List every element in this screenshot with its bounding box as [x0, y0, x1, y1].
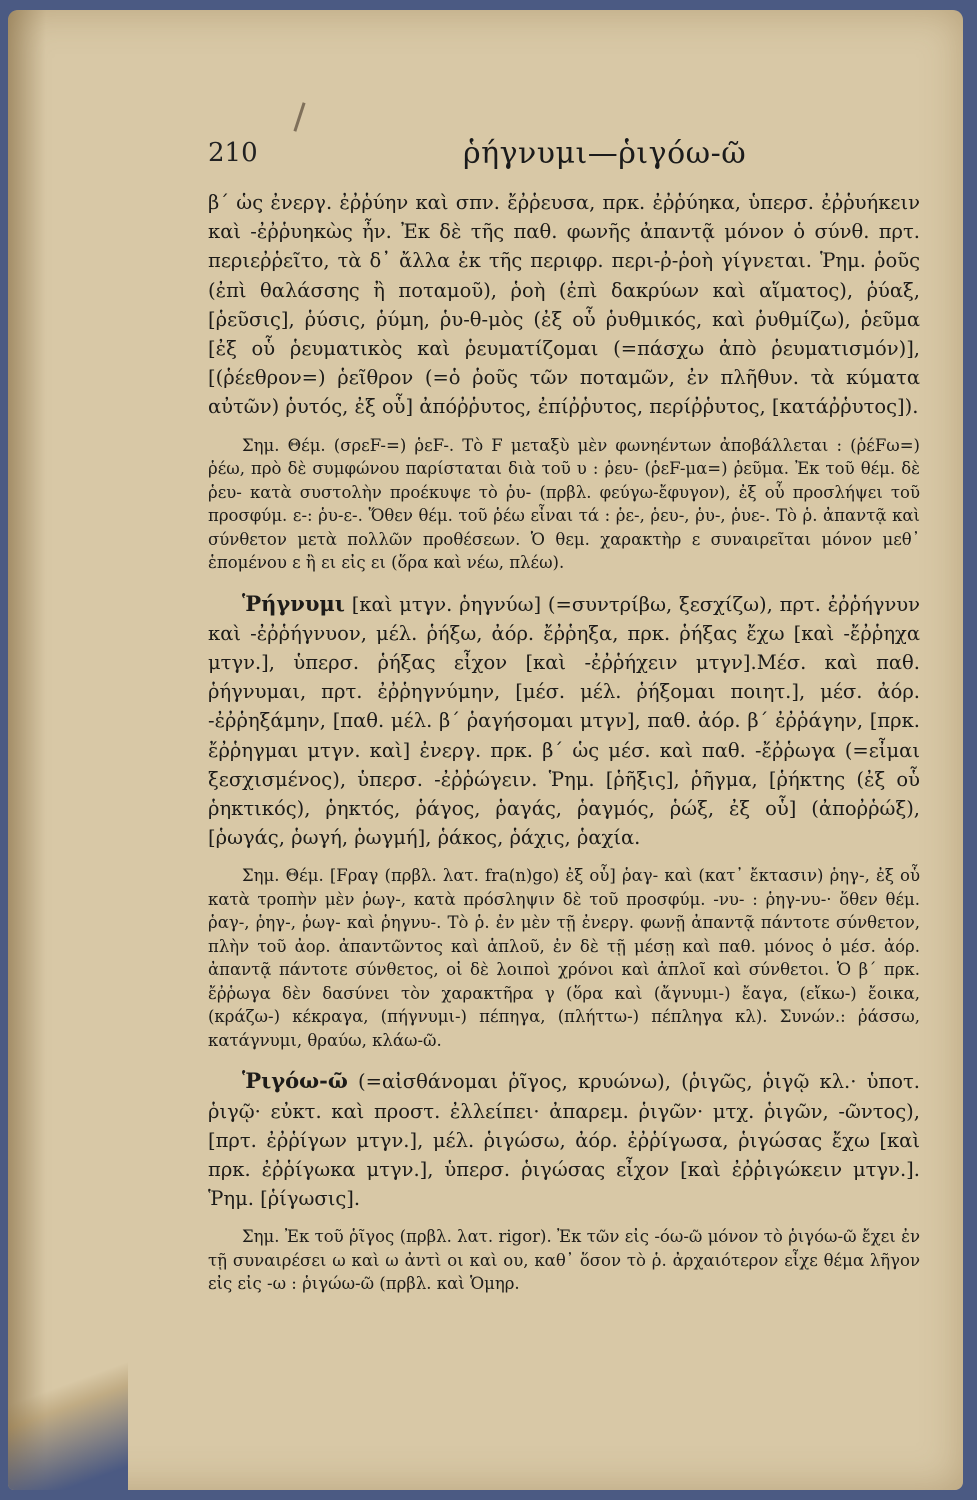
headword-rhigoo: Ῥιγόω-ῶ [242, 1068, 348, 1094]
note-rheo: Σημ. Θέμ. (σρεF-=) ῥεF-. Τὸ F μεταξὺ μὲν φωνηέντων ἀποβάλλεται : (ῥέFω=) ῥέω, πρὸ δὲ συμφώνου παρίσταται διὰ τοῦ υ : ῥευ- (ῥεF-μα=) ῥεῦμα. Ἐκ τοῦ θέμ. δὲ ῥευ- κατὰ συστολὴν προέκυψε τὸ ῥυ- (πρβλ. φεύγω-ἔφυγον), ἐξ οὗ προσλήψει τοῦ προσφύμ. ε-: ῥυ-ε-. Ὅθεν θέμ. τοῦ ῥέω εἶναι τά : ῥε-, ῥευ-, ῥυ-, ῥυε-. Τὸ ῥ. ἀπαντᾷ καὶ σύνθετον μετὰ πολλῶν προθέσεων. Ὁ θεμ. χαρακτὴρ ε συναιρεῖται μόνον μεθ᾽ ἑπομένου ε ἢ ει εἰς ει (ὅρα καὶ νέω, πλέω). [208, 435, 920, 573]
entry-rhigoo-body: (=αἰσθάνομαι ῥῖγος, κρυώνω), (ῥιγῶς, ῥιγῷ κλ.· ὑποτ. ῥιγῷ· εὐκτ. καὶ προστ. ἐλλείπει· ἀπαρεμ. ῥιγῶν· μτχ. ῥιγῶν, -ῶντος), [πρτ. ἐῤῥίγων μτγν.], μέλ. ῥιγώσω, ἀόρ. ἐῤῥίγωσα, ῥιγώσας ἔχω [καὶ πρκ. ἐῤῥίγωκα μτγν.], ὑπερσ. ῥιγώσας εἶχον [καὶ ἐῤῥιγώκειν μτγν.]. Ῥημ. [ῥίγωσις]. [208, 1070, 920, 1211]
page-body [208, 188, 920, 1296]
torn-corner [8, 1300, 128, 1490]
page-edge-shadow [8, 10, 46, 1490]
page-number: 210 [208, 138, 258, 168]
page-header [8, 128, 963, 178]
running-head: ῥήγνυμι—ῥιγόω-ῶ [463, 136, 747, 171]
entry-rhegnymi-body: [καὶ μτγν. ῥηγνύω] (=συντρίβω, ξεσχίζω), πρτ. ἐῤῥήγνυν καὶ -ἐῤῥήγνυον, μέλ. ῥήξω, ἀόρ. ἔῤῥηξα, πρκ. ῥήξας ἔχω [καὶ -ἔῤῥηχα μτγν.], ὑπερσ. ῥήξας εἶχον [καὶ -ἐῤῥήχειν μτγν].Μέσ. καὶ παθ. ῥήγνυμαι, πρτ. ἐῤῥηγνύμην, [μέσ. μέλ. ῥήξομαι ποιητ.], μέσ. ἀόρ. -ἐῤῥηξάμην, [παθ. μέλ. β΄ ῥαγήσομαι μτγν], παθ. ἀόρ. β΄ ἐῤῥάγην, [πρκ. ἔῤῥηγμαι μτγν. καὶ] ἐνεργ. πρκ. β΄ ὡς μέσ. καὶ παθ. -ἔῤῥωγα (=εἶμαι ξεσχισμένος), ὑπερσ. -ἐῤῥώγειν. Ῥημ. [ῥῆξις], ῥῆγμα, [ῥήκτης (ἐξ οὗ ῥηκτικός), ῥηκτός, ῥάγος, ῥαγάς, ῥαγμός, ῥώξ, ἐξ οὗ] (ἀποῤῥώξ), [ῥωγάς, ῥωγή, ῥωγμή], ῥάκος, ῥάχις, ῥαχία. [208, 592, 921, 850]
note-rhegnymi: Σημ. Θέμ. [Fραγ (πρβλ. λατ. fra(n)go) ἐξ οὗ] ῥαγ- καὶ (κατ᾽ ἔκτασιν) ῥηγ-, ἐξ οὗ κατὰ τροπὴν μὲν ῥωγ-, κατὰ πρόσληψιν δὲ τοῦ προσφύμ. -νυ- : ῥηγ-νυ-· ὅθεν θέμ. ῥαγ-, ῥηγ-, ῥωγ- καὶ ῥηγνυ-. Τὸ ῥ. ἐν μὲν τῇ ἐνεργ. φωνῇ ἀπαντᾷ πάντοτε σύνθετον, πλὴν τοῦ ἀορ. ἀπαντῶντος καὶ ἁπλοῦ, ἐν δὲ τῇ μέσῃ καὶ παθ. μόνος ὁ μέσ. ἀόρ. ἀπαντᾷ πάντοτε σύνθετος, οἱ δὲ λοιποὶ χρόνοι καὶ ἁπλοῖ καὶ σύνθετοι. Ὁ β΄ πρκ. ἔῤῥωγα δὲν δασύνει τὸν χαρακτῆρα γ (ὅρα καὶ (ἄγνυμι-) ἔαγα, (εἴκω-) ἔοικα, (κράζω-) κέκραγα, (πήγνυμι-) πέπηγα, (πλήττω-) πέπληγα κλ). Συνών.: ῥάσσω, κατάγνυμι, θραύω, κλάω-ῶ. [208, 866, 920, 1050]
paragraph-continuation: β΄ ὡς ἐνεργ. ἐῤῥύην καὶ σπν. ἔῤῥευσα, πρκ. ἐῤῥύηκα, ὑπερσ. ἐῤῥυήκειν καὶ -ἐῤῥυηκὼς ἦν. Ἐκ δὲ τῆς παθ. φωνῆς ἀπαντᾷ μόνον ὁ σύνθ. πρτ. περιεῤῥεῖτο, τὰ δ᾽ ἄλλα ἐκ τῆς περιφρ. περι-ῤ-ῥοὴ γίγνεται. Ῥημ. ῥοῦς (ἐπὶ θαλάσσης ἢ ποταμοῦ), ῥοὴ (ἐπὶ δακρύων καὶ αἵματος), ῥύαξ, [ῥεῦσις], ῥύσις, ῥύμη, ῥυ-θ-μὸς (ἐξ οὗ ῥυθμικός, καὶ ῥυθμίζω), ῥεῦμα [ἐξ οὗ ῥευματικὸς καὶ ῥευματίζομαι (=πάσχω ἀπὸ ῥευματισμόν)],[(ῥέεθρον=) ῥεῖθρον (=ὁ ῥοῦς τῶν ποταμῶν, ἐν πλῆθυν. τὰ κύματα αὐτῶν) ῥυτός, ἐξ οὗ] ἀπόῤῥυτος, ἐπίῤῥυτος, περίῤῥυτος, [κατάῤῥυτος]). [208, 191, 920, 419]
entry-rhegnymi [208, 589, 920, 853]
entry-rhigoo [208, 1066, 920, 1213]
headword-rhegnymi: Ῥήγνυμι [242, 590, 345, 616]
book-page [8, 10, 963, 1490]
note-rhigoo: Σημ. Ἐκ τοῦ ῥῖγος (πρβλ. λατ. rigor). Ἐκ τῶν εἰς -όω-ῶ μόνον τὸ ῥιγόω-ῶ ἔχει ἐν τῇ συναιρέσει ω καὶ ω ἀντὶ οι καὶ ου, καθ᾽ ὅσον τὸ ῥ. ἀρχαιότερον εἶχε θέμα λῆγον εἰς εἰς -ω : ῥιγώω-ῶ (πρβλ. καὶ Ὁμηρ. [208, 1227, 920, 1294]
